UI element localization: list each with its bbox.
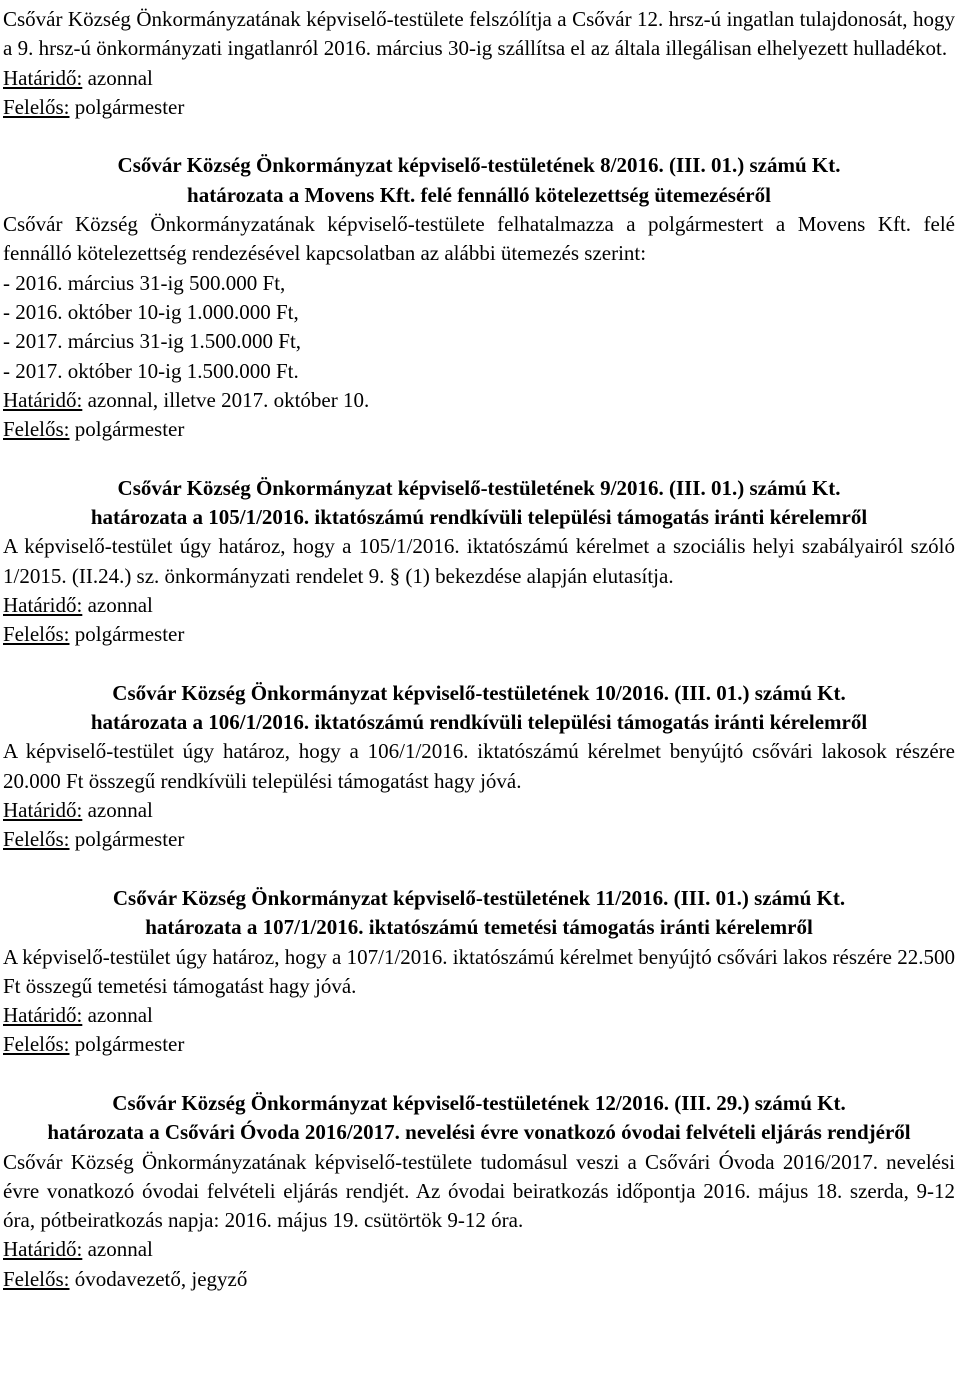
deadline-label: Határidő: xyxy=(3,592,83,617)
deadline-value: azonnal, illetve 2017. október 10. xyxy=(82,387,370,412)
responsible-value: óvodavezető, jegyző xyxy=(69,1266,248,1291)
deadline-line xyxy=(3,796,955,825)
deadline-value: azonnal xyxy=(82,1003,153,1028)
deadline-label: Határidő: xyxy=(3,1237,83,1262)
responsible-label: Felelős: xyxy=(3,827,70,852)
deadline-line xyxy=(3,1235,955,1264)
deadline-label: Határidő: xyxy=(3,1003,83,1028)
resolution-9 xyxy=(3,474,955,650)
responsible-label: Felelős: xyxy=(3,417,70,442)
resolution-body: A képviselő-testület úgy határoz, hogy a 107/1/2016. iktatószámú kérelmet benyújtó csővári lakos részére 22.500 Ft összegű temetési támogatást hagy jóvá. xyxy=(3,944,955,998)
resolution-body: Csővár Község Önkormányzatának képviselő-testülete felhatalmazza a polgármestert a Movens Kft. felé fennálló kötelezettség rendezésével kapcsolatban az alábbi ütemezés szerint: xyxy=(3,212,955,266)
resolution-subheading: határozata a 105/1/2016. iktatószámú rendkívüli települési támogatás iránti kérelemről xyxy=(90,505,868,530)
schedule-item: - 2017. október 10-ig 1.500.000 Ft. xyxy=(3,358,299,383)
resolution-11 xyxy=(3,884,955,1060)
resolution-body: A képviselő-testület úgy határoz, hogy a 105/1/2016. iktatószámú kérelmet a szociális helyi szabályairól szóló 1/2015. (II.24.) sz. önkormányzati rendelet 9. § (1) bekezdése alapján elutasítja. xyxy=(3,534,955,588)
document-page xyxy=(3,0,955,1294)
responsible-line xyxy=(3,1030,955,1059)
responsible-value: polgármester xyxy=(69,94,185,119)
deadline-value: azonnal xyxy=(82,65,153,90)
schedule-item: - 2016. október 10-ig 1.000.000 Ft, xyxy=(3,299,299,324)
schedule-item: - 2016. március 31-ig 500.000 Ft, xyxy=(3,270,286,295)
responsible-value: polgármester xyxy=(69,417,185,442)
resolution-8 xyxy=(3,151,955,444)
spacer xyxy=(3,855,955,884)
responsible-label: Felelős: xyxy=(3,1266,70,1291)
deadline-value: azonnal xyxy=(82,798,153,823)
deadline-label: Határidő: xyxy=(3,387,83,412)
spacer xyxy=(3,1060,955,1089)
deadline-line xyxy=(3,1001,955,1030)
deadline-line xyxy=(3,386,955,415)
resolution-subheading: határozata a 107/1/2016. iktatószámú temetési támogatás iránti kérelemről xyxy=(145,915,813,940)
resolution-body: A képviselő-testület úgy határoz, hogy a 106/1/2016. iktatószámú kérelmet benyújtó csővári lakosok részére 20.000 Ft összegű rendkívüli települési támogatást hagy jóvá. xyxy=(3,739,955,793)
responsible-value: polgármester xyxy=(69,622,185,647)
resolution-body: Csővár Község Önkormányzatának képviselő-testülete tudomásul veszi a Csővári Óvoda 2016/2017. nevelési évre vonatkozó óvodai felvételi eljárás rendjét. Az óvodai beiratkozás időpontja 2016. május 18. szerda, 9-12 óra, pótbeiratkozás napja: 2016. május 19. csütörtök 9-12 óra. xyxy=(3,1149,955,1233)
spacer xyxy=(3,650,955,679)
resolution-heading: Csővár Község Önkormányzat képviselő-testületének 10/2016. (III. 01.) számú Kt. xyxy=(112,680,846,705)
responsible-line xyxy=(3,620,955,649)
spacer xyxy=(3,122,955,151)
deadline-value: azonnal xyxy=(82,592,153,617)
responsible-value: polgármester xyxy=(69,1032,185,1057)
resolution-subheading: határozata a Csővári Óvoda 2016/2017. nevelési évre vonatkozó óvodai felvételi eljárás rendjéről xyxy=(47,1120,911,1145)
resolution-subheading: határozata a Movens Kft. felé fennálló kötelezettség ütemezéséről xyxy=(187,182,771,207)
responsible-value: polgármester xyxy=(69,827,185,852)
resolution-10 xyxy=(3,679,955,855)
responsible-line xyxy=(3,1265,955,1294)
intro-section xyxy=(3,5,955,122)
resolution-heading: Csővár Község Önkormányzat képviselő-testületének 11/2016. (III. 01.) számú Kt. xyxy=(112,885,846,910)
schedule-item: - 2017. március 31-ig 1.500.000 Ft, xyxy=(3,329,302,354)
responsible-label: Felelős: xyxy=(3,622,70,647)
responsible-line xyxy=(3,415,955,444)
spacer xyxy=(3,444,955,473)
responsible-label: Felelős: xyxy=(3,1032,70,1057)
resolution-subheading: határozata a 106/1/2016. iktatószámú rendkívüli települési támogatás iránti kérelemről xyxy=(90,710,868,735)
responsible-label: Felelős: xyxy=(3,94,70,119)
resolution-heading: Csővár Község Önkormányzat képviselő-testületének 12/2016. (III. 29.) számú Kt. xyxy=(112,1090,846,1115)
resolution-12 xyxy=(3,1089,955,1294)
resolution-heading: Csővár Község Önkormányzat képviselő-testületének 9/2016. (III. 01.) számú Kt. xyxy=(117,475,841,500)
deadline-label: Határidő: xyxy=(3,798,83,823)
resolution-heading: Csővár Község Önkormányzat képviselő-testületének 8/2016. (III. 01.) számú Kt. xyxy=(117,153,841,178)
deadline-value: azonnal xyxy=(82,1237,153,1262)
deadline-line xyxy=(3,591,955,620)
deadline-line xyxy=(3,64,955,93)
deadline-label: Határidő: xyxy=(3,65,83,90)
responsible-line xyxy=(3,825,955,854)
intro-text: Csővár Község Önkormányzatának képviselő-testülete felszólítja a Csővár 12. hrsz-ú ingatlan tulajdonosát, hogy a 9. hrsz-ú önkormányzati ingatlanról 2016. március 30-ig szállítsa el az általa illegálisan elhelyezett hulladékot. xyxy=(3,7,955,61)
responsible-line xyxy=(3,93,955,122)
